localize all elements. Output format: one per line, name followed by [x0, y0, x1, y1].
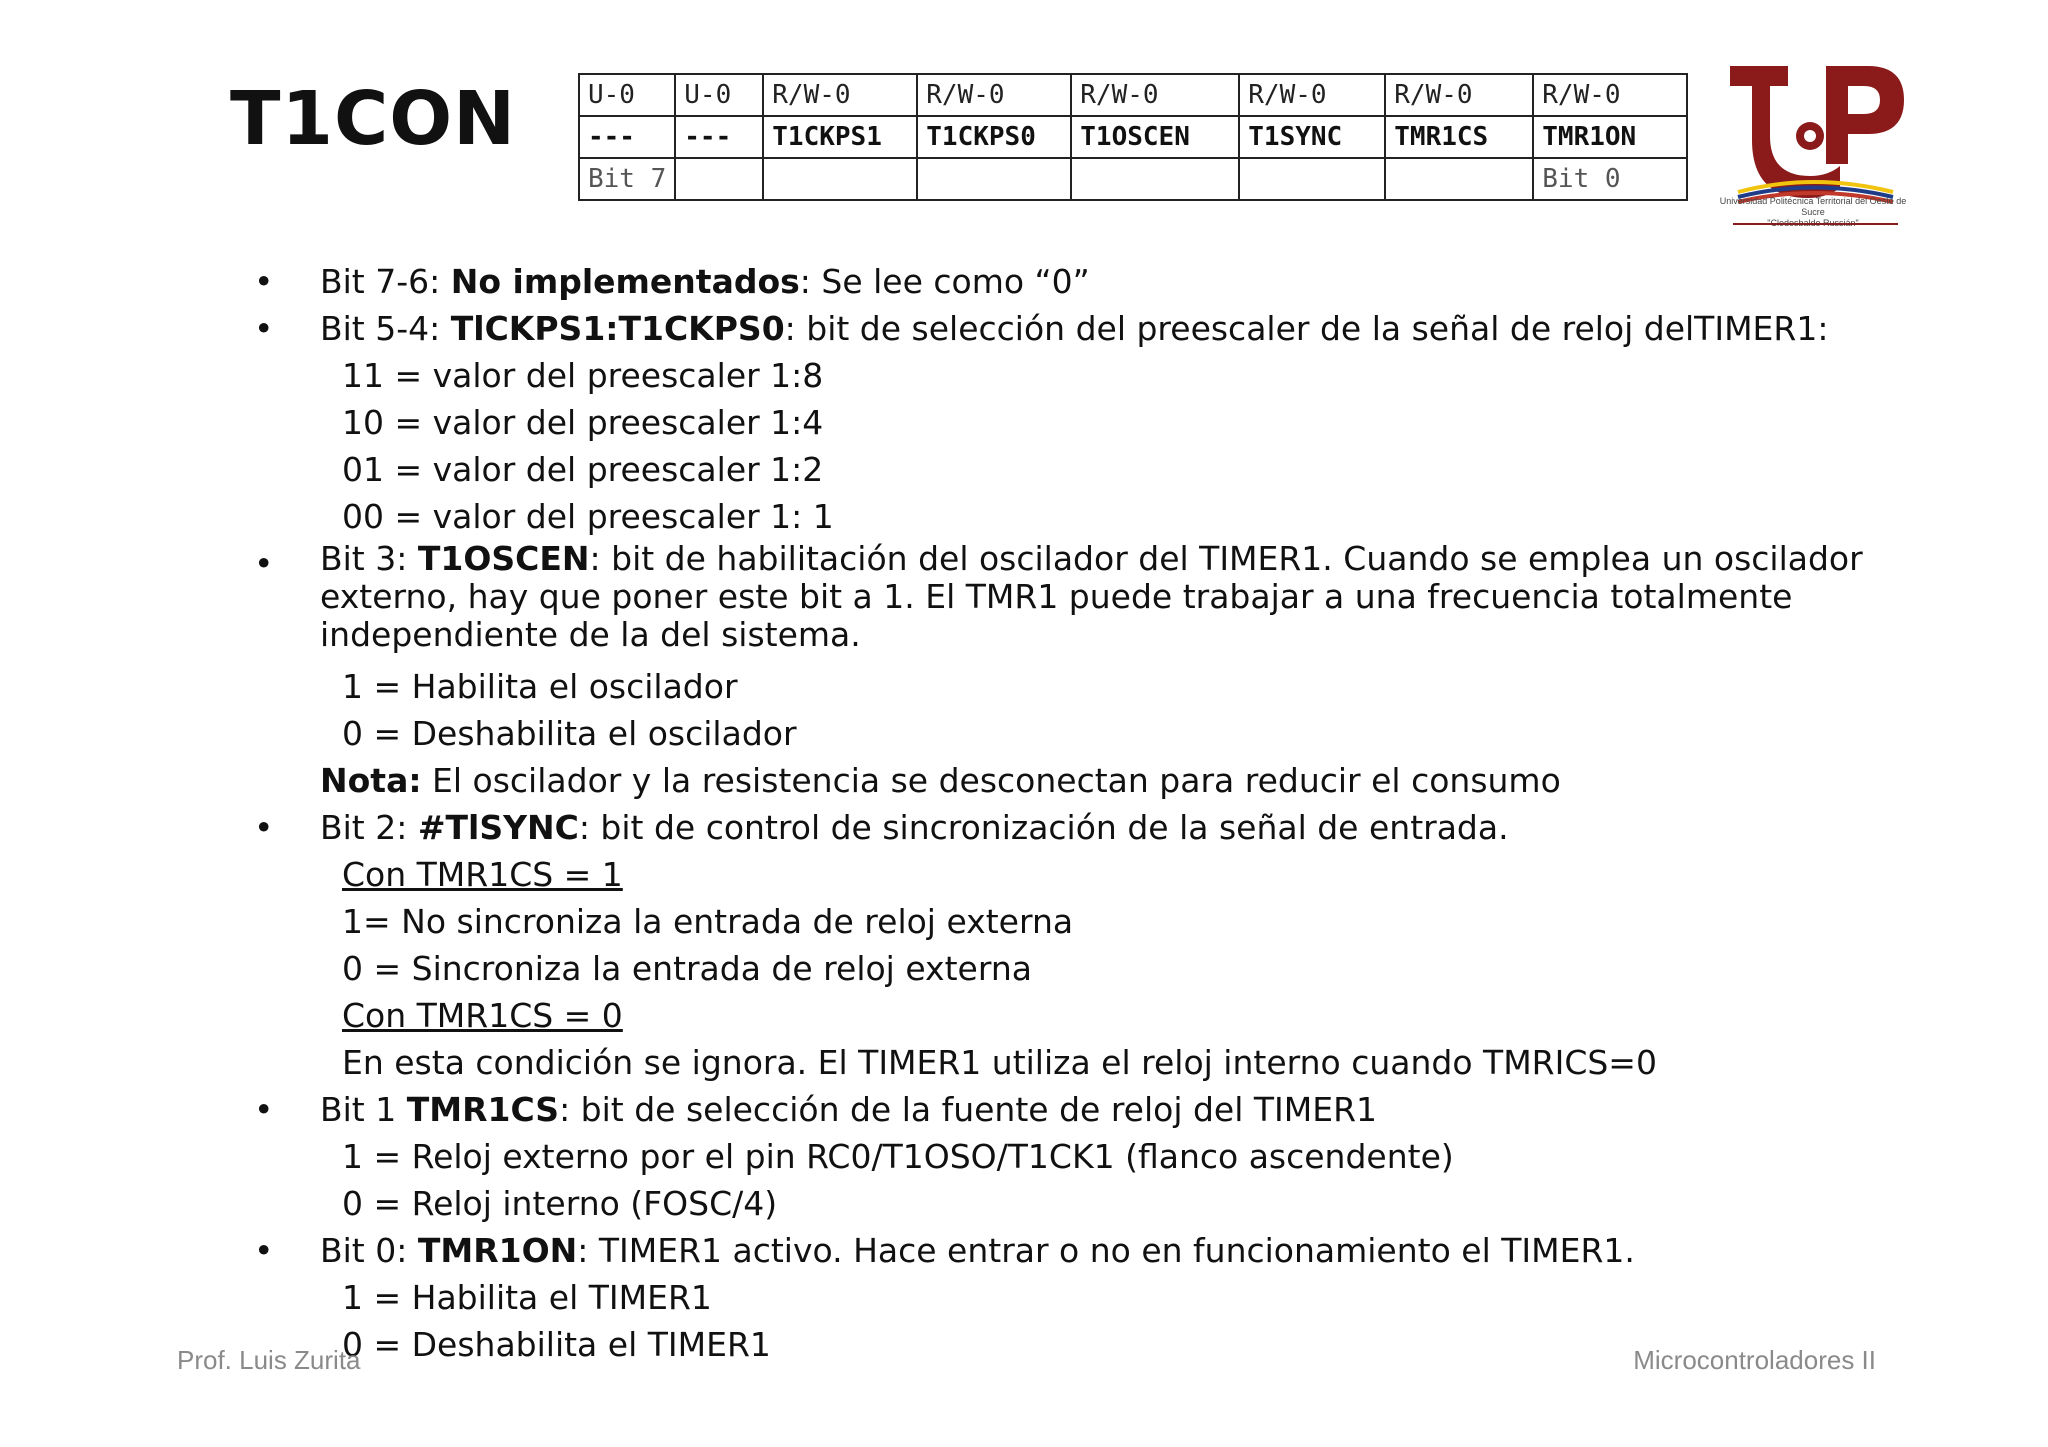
access-cell: R/W-0 — [1071, 74, 1239, 116]
bullet-dot: • — [254, 1090, 274, 1129]
bullet-prefix: Bit 3: — [320, 539, 418, 578]
condition-line — [250, 992, 1910, 1039]
bullet-prefix: Bit 2: — [320, 808, 418, 847]
option-line: 1 = Reloj externo por el pin RC0/T1OSO/T1CK1 (flanco ascendente) — [342, 1137, 1454, 1176]
note-line — [250, 757, 1910, 804]
bullet-bit7-6 — [250, 258, 1910, 305]
bit-number-cell — [763, 158, 917, 200]
access-cell: U-0 — [579, 74, 675, 116]
access-cell: R/W-0 — [1533, 74, 1687, 116]
bit-name-cell: T1OSCEN — [1071, 116, 1239, 158]
footer-course: Microcontroladores II — [1633, 1345, 1876, 1375]
option-line: 0 = Reloj interno (FOSC/4) — [342, 1184, 778, 1223]
bullet-bit1 — [250, 1086, 1910, 1133]
bullet-bit3 — [250, 540, 1900, 654]
bit-number-cell — [917, 158, 1071, 200]
logo-caption-line: Universidad Politécnica Territorial del Oeste de Sucre — [1719, 196, 1907, 217]
access-row — [579, 74, 1687, 116]
access-cell: R/W-0 — [763, 74, 917, 116]
bullet-dot: • — [254, 808, 274, 847]
option-line: 1= No sincroniza la entrada de reloj externa — [342, 902, 1074, 941]
bullet-bit5-4 — [250, 305, 1910, 352]
bullet-term: #TlSYNC — [417, 808, 579, 847]
bullet-term: TlCKPS1:T1CKPS0 — [450, 309, 785, 348]
bit-name-cell: T1CKPS0 — [917, 116, 1071, 158]
note-text: El oscilador y la resistencia se desconectan para reducir el consumo — [421, 761, 1561, 800]
slide-title: T1CON — [230, 76, 517, 162]
option-line: 00 = valor del preescaler 1: 1 — [342, 497, 834, 536]
option-line: 01 = valor del preescaler 1:2 — [342, 450, 824, 489]
option-line: 1 = Habilita el TIMER1 — [342, 1278, 712, 1317]
bullet-dot: • — [254, 262, 274, 301]
bit-name-cell: --- — [675, 116, 763, 158]
option-line: En esta condición se ignora. El TIMER1 utiliza el reloj interno cuando TMRICS=0 — [342, 1043, 1657, 1082]
bullet-text: : bit de control de sincronización de la señal de entrada. — [578, 808, 1509, 847]
note-label: Nota: — [320, 761, 422, 800]
bullet-prefix: Bit 5-4: — [320, 309, 451, 348]
bit-number-cell — [1239, 158, 1385, 200]
bit-name-cell: TMR1CS — [1385, 116, 1533, 158]
option-line: 0 = Deshabilita el TIMER1 — [342, 1325, 771, 1364]
bit-name-cell: TMR1ON — [1533, 116, 1687, 158]
option-line: 11 = valor del preescaler 1:8 — [342, 356, 824, 395]
bullet-text: : bit de selección del preescaler de la señal de reloj delTIMER1: — [784, 309, 1829, 348]
bullet-prefix: Bit 0: — [320, 1231, 418, 1270]
bullet-dot: • — [254, 544, 274, 583]
bit-name-cell: T1SYNC — [1239, 116, 1385, 158]
bullet-text: : bit de habilitación del oscilador del TIMER1. Cuando se emplea un oscilador externo, hay que poner este bit a 1. El TMR1 puede trabajar a una frecuencia totalmente independiente de la del sistema. — [320, 539, 1863, 654]
bit-number-cell: Bit 7 — [579, 158, 675, 200]
content-list — [250, 258, 1910, 1368]
bullet-prefix: Bit 1 — [320, 1090, 407, 1129]
bit-name-cell: --- — [579, 116, 675, 158]
access-cell: R/W-0 — [1385, 74, 1533, 116]
bullet-term: No implementados — [450, 262, 800, 301]
footer-author: Prof. Luis Zurita — [177, 1345, 361, 1375]
condition-label: Con TMR1CS = 0 — [342, 996, 623, 1035]
bullet-prefix: Bit 7-6: — [320, 262, 451, 301]
bit-number-cell — [675, 158, 763, 200]
bullet-dot: • — [254, 309, 274, 348]
condition-label: Con TMR1CS = 1 — [342, 855, 623, 894]
bit-number-cell — [1385, 158, 1533, 200]
option-line: 0 = Sincroniza la entrada de reloj externa — [342, 949, 1032, 988]
bullet-bit0 — [250, 1227, 1910, 1274]
option-line: 1 = Habilita el oscilador — [342, 667, 738, 706]
bullet-term: T1OSCEN — [417, 539, 590, 578]
register-bit-table — [578, 73, 1688, 201]
option-line: 10 = valor del preescaler 1:4 — [342, 403, 824, 442]
access-cell: R/W-0 — [917, 74, 1071, 116]
bit-name-row — [579, 116, 1687, 158]
bullet-text: : TIMER1 activo. Hace entrar o no en funcionamiento el TIMER1. — [577, 1231, 1635, 1270]
bit-name-cell: T1CKPS1 — [763, 116, 917, 158]
condition-line — [250, 851, 1910, 898]
option-line: 0 = Deshabilita el oscilador — [342, 714, 797, 753]
bullet-dot: • — [254, 1231, 274, 1270]
access-cell: R/W-0 — [1239, 74, 1385, 116]
logo-underline — [1733, 223, 1898, 225]
bit-number-row — [579, 158, 1687, 200]
bullet-text: : Se lee como “0” — [799, 262, 1090, 301]
bit-number-cell — [1071, 158, 1239, 200]
bullet-text: : bit de selección de la fuente de reloj del TIMER1 — [559, 1090, 1378, 1129]
access-cell: U-0 — [675, 74, 763, 116]
bullet-term: TMR1CS — [406, 1090, 560, 1129]
bit-number-cell: Bit 0 — [1533, 158, 1687, 200]
bullet-bit2 — [250, 804, 1910, 851]
bullet-term: TMR1ON — [417, 1231, 578, 1270]
